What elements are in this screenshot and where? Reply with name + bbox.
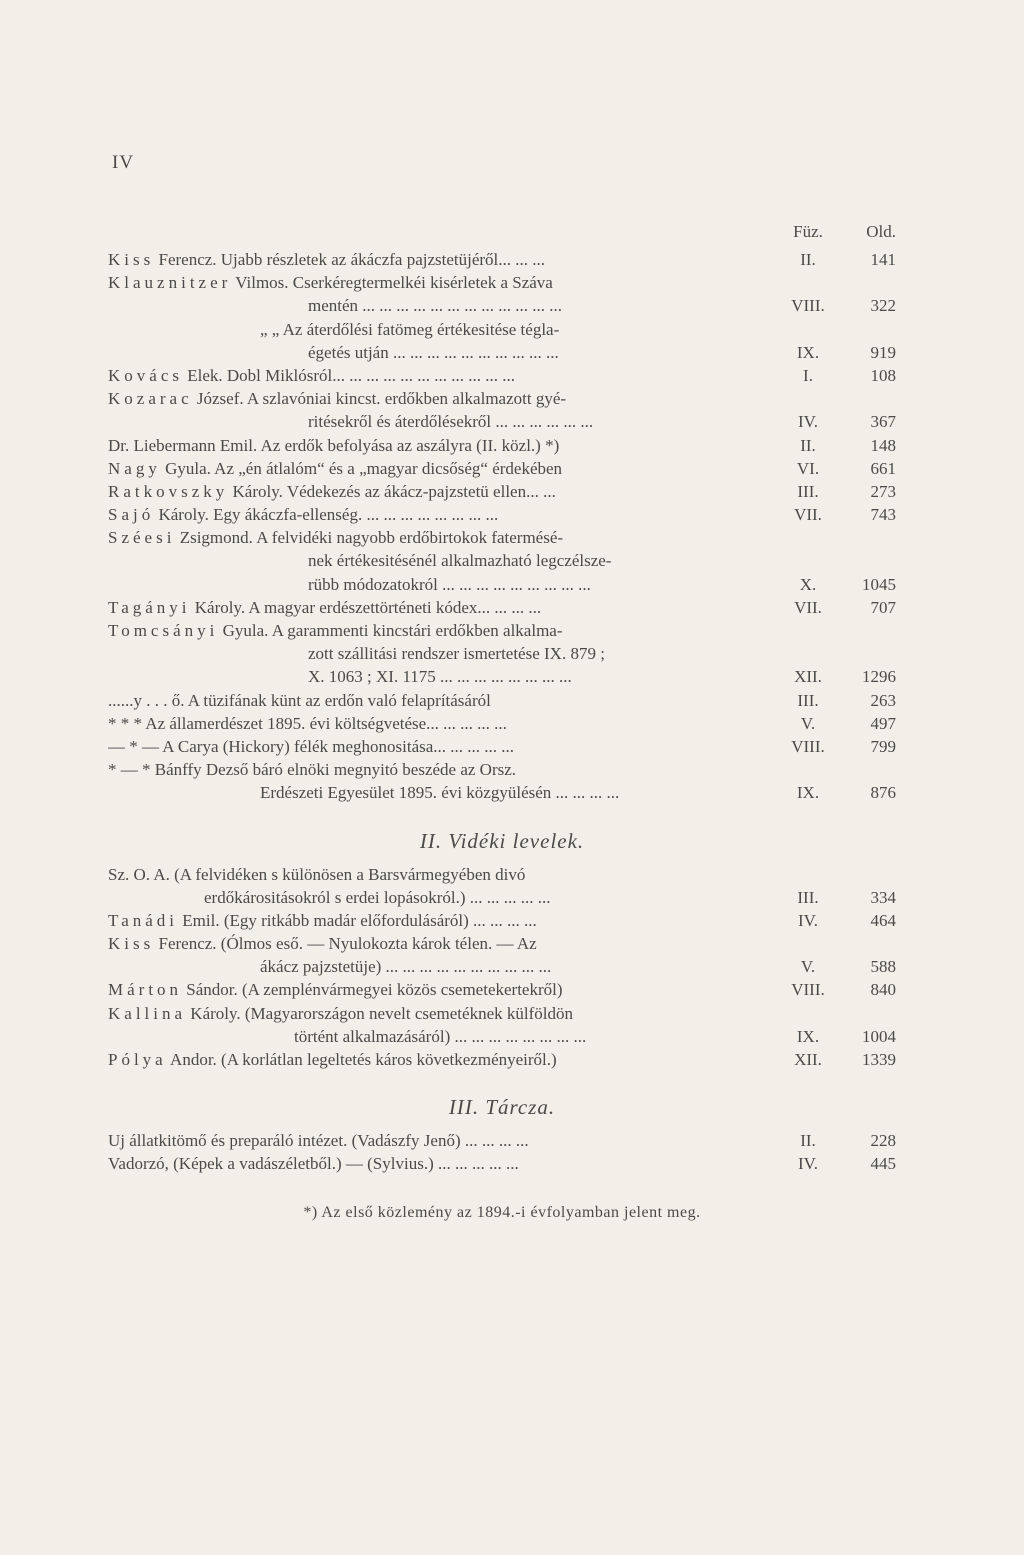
entry-text: Gyula. A garammenti kincstári erdőkben alkalma- <box>218 621 563 640</box>
entry-text: Vadorzó, (Képek a vadászéletből.) — (Sylvius.) ... ... ... ... ... <box>108 1154 519 1174</box>
section-regional-letters <box>108 863 896 1072</box>
entry-text: Károly. A magyar erdészettörténeti kódex... ... ... ... <box>190 597 542 617</box>
column-volume-label: Füz. <box>793 222 823 241</box>
toc-entry <box>108 364 896 387</box>
entry-text: Sándor. (A zemplénvármegyei közös csemetekertekről) <box>182 980 563 1000</box>
entry-volume: III. <box>797 481 819 501</box>
entry-volume: IV. <box>798 412 818 432</box>
author-name: Tanádi <box>108 910 179 930</box>
entry-page: 263 <box>870 690 896 710</box>
entry-volume: IX. <box>796 1026 820 1046</box>
author-name: Széesi <box>108 528 176 548</box>
entry-text: Károly. Egy ákáczfa-ellenség. ... ... ... ... ... ... ... ... <box>154 505 499 525</box>
toc-entry <box>108 1152 896 1175</box>
toc-entry <box>108 642 896 665</box>
toc-entry <box>108 573 896 596</box>
entry-volume: IX. <box>796 342 820 362</box>
entry-text: — * — A Carya (Hickory) félék meghonositása... ... ... ... ... <box>108 736 515 756</box>
entry-text: Andor. (A korlátlan legeltetés káros következményeiről.) <box>166 1050 557 1069</box>
author-name: Pólya <box>108 1050 167 1069</box>
entry-text: * — * Bánffy Dezső báró elnöki megnyitó beszéde az Orsz. <box>108 760 517 780</box>
entry-volume: V. <box>800 957 816 977</box>
entry-page: 141 <box>870 250 896 269</box>
entry-volume: VII. <box>794 505 822 525</box>
toc-entry <box>108 1048 896 1071</box>
toc-entry <box>108 480 896 503</box>
entry-text: Gyula. Az „én átlalóm“ és a „magyar dicsőség“ érdekében <box>160 458 563 478</box>
entry-volume: II. <box>800 1131 816 1151</box>
entry-text: Zsigmond. A felvidéki nagyobb erdőbirtokok fatermésé- <box>175 528 564 548</box>
section-title-feuilleton: III. Tárcza. <box>448 1095 556 1120</box>
entry-volume: V. <box>800 713 816 733</box>
entry-page: 1296 <box>862 667 896 687</box>
entry-page: 334 <box>870 887 896 907</box>
author-name: Kallina <box>108 1003 187 1023</box>
entry-volume: VIII. <box>791 736 825 756</box>
entry-volume: II. <box>800 435 816 455</box>
toc-entry <box>108 1129 896 1152</box>
author-name: Tomcsányi <box>108 621 219 640</box>
entry-text: „ „ Az áterdőlési fatömeg értékesitése tégla- <box>260 319 560 339</box>
toc-entry <box>108 387 896 410</box>
toc-entry <box>108 526 896 549</box>
entry-page: 108 <box>870 365 896 385</box>
entry-page: 273 <box>870 481 896 501</box>
section-feuilleton <box>108 1129 896 1175</box>
toc-entry <box>108 665 896 688</box>
entry-page: 445 <box>870 1154 896 1174</box>
entry-page: 367 <box>870 412 896 432</box>
table-of-contents <box>108 222 896 1222</box>
entry-page: 799 <box>870 736 896 756</box>
entry-page: 876 <box>870 783 896 803</box>
toc-entry <box>108 341 896 364</box>
author-name: Kiss <box>108 934 155 954</box>
section-articles <box>108 248 896 805</box>
entry-text: Elek. Dobl Miklósról... ... ... ... ... ... ... ... ... ... ... <box>182 365 515 385</box>
author-name: Tagányi <box>108 597 191 617</box>
toc-entry <box>108 271 896 294</box>
column-header <box>108 222 896 248</box>
entry-text: Emil. (Egy ritkább madár előfordulásáról) ... ... ... ... <box>178 910 537 930</box>
toc-entry <box>108 1002 896 1025</box>
entry-volume: IX. <box>796 783 820 803</box>
entry-text: Erdészeti Egyesület 1895. évi közgyülésén ... ... ... ... <box>260 783 620 803</box>
entry-text: József. A szlavóniai kincst. erdőkben alkalmazott gyé- <box>192 389 567 409</box>
entry-text: Dr. Liebermann Emil. Az erdők befolyása az aszályra (II. közl.) *) <box>108 435 560 455</box>
entry-text: nek értékesitésénél alkalmazható legczélsze- <box>308 551 612 571</box>
entry-volume: III. <box>797 690 819 710</box>
entry-page: 1339 <box>862 1050 896 1069</box>
toc-entry <box>108 978 896 1001</box>
toc-entry <box>108 735 896 758</box>
toc-entry <box>108 294 896 317</box>
entry-text: Sz. O. A. (A felvidéken s különösen a Barsvármegyében divó <box>108 864 526 884</box>
author-name: Kiss <box>108 250 155 269</box>
entry-page: 919 <box>870 342 896 362</box>
toc-entry <box>108 457 896 480</box>
toc-entry <box>108 909 896 932</box>
entry-text: Károly. (Magyarországon nevelt csemetéknek külföldön <box>186 1003 573 1023</box>
entry-text: mentén ... ... ... ... ... ... ... ... ... ... ... ... <box>308 296 563 316</box>
toc-entry <box>108 410 896 433</box>
entry-text: rübb módozatokról ... ... ... ... ... ... ... ... ... <box>308 574 591 594</box>
entry-page: 1045 <box>862 574 896 594</box>
author-name: Sajó <box>108 505 155 525</box>
author-name: Kozarac <box>108 389 193 409</box>
entry-text: ......y . . . ő. A tüzifának künt az erdőn való felaprításáról <box>108 690 491 710</box>
entry-text: Ferencz. Ujabb részletek az ákáczfa pajzstetüjéről... ... ... <box>154 250 546 269</box>
entry-page: 497 <box>870 713 896 733</box>
entry-text: erdőkárositásokról s erdei lopásokról.) ... ... ... ... ... <box>204 887 551 907</box>
entry-text: égetés utján ... ... ... ... ... ... ... ... ... ... <box>308 342 559 362</box>
author-name: Ratkovszky <box>108 481 229 501</box>
toc-entry <box>108 886 896 909</box>
author-name: Nagy <box>108 458 161 478</box>
toc-entry <box>108 758 896 781</box>
toc-entry <box>108 619 896 642</box>
entry-page: 743 <box>870 505 896 525</box>
toc-entry <box>108 549 896 572</box>
toc-entry <box>108 248 896 271</box>
entry-text: történt alkalmazásáról) ... ... ... ... ... ... ... ... <box>294 1026 587 1046</box>
entry-text: Károly. Védekezés az ákácz-pajzstetü ellen... ... <box>228 481 556 501</box>
entry-page: 322 <box>870 296 896 316</box>
entry-page: 707 <box>870 597 896 617</box>
toc-entry <box>108 689 896 712</box>
entry-text: zott szállitási rendszer ismertetése IX. 879 ; <box>308 644 605 664</box>
entry-text: ákácz pajzstetüje) ... ... ... ... ... ... ... ... ... ... <box>260 957 552 977</box>
author-name: Kovács <box>108 365 183 385</box>
page-number: IV <box>112 152 135 173</box>
toc-entry <box>108 318 896 341</box>
entry-page: 1004 <box>862 1026 896 1046</box>
entry-text: Ferencz. (Ólmos eső. — Nyulokozta károk télen. — Az <box>154 934 537 954</box>
toc-entry <box>108 434 896 457</box>
author-name: Márton <box>108 980 183 1000</box>
toc-entry <box>108 1025 896 1048</box>
entry-page: 661 <box>870 458 896 478</box>
toc-entry <box>108 932 896 955</box>
entry-volume: XII. <box>794 667 822 687</box>
entry-text: X. 1063 ; XI. 1175 ... ... ... ... ... ... ... ... <box>308 667 572 687</box>
author-name: Klauznitzer <box>108 273 232 293</box>
entry-volume: I. <box>803 365 813 385</box>
entry-text: ritésekről és áterdőlésekről ... ... ... ... ... ... <box>308 412 594 432</box>
entry-volume: IV. <box>798 910 818 930</box>
column-page-label: Old. <box>866 222 896 241</box>
entry-volume: III. <box>797 887 819 907</box>
section-title-regional-letters: II. Vidéki levelek. <box>419 828 585 853</box>
entry-text: Vilmos. Cserkéregtermelkéi kisérletek a Száva <box>231 273 553 293</box>
entry-volume: VII. <box>794 597 822 617</box>
entry-page: 148 <box>870 435 896 455</box>
entry-volume: VI. <box>796 458 820 478</box>
entry-volume: XII. <box>794 1050 822 1069</box>
toc-entry <box>108 955 896 978</box>
toc-entry <box>108 863 896 886</box>
entry-page: 228 <box>870 1131 896 1151</box>
entry-text: * * * Az államerdészet 1895. évi költségvetése... ... ... ... ... <box>108 713 507 733</box>
toc-entry <box>108 781 896 804</box>
toc-entry <box>108 503 896 526</box>
entry-volume: II. <box>800 250 816 269</box>
toc-entry <box>108 712 896 735</box>
entry-volume: VIII. <box>791 980 825 1000</box>
entry-text: Uj állatkitömő és preparáló intézet. (Vadászfy Jenő) ... ... ... ... <box>108 1131 529 1151</box>
footnote: *) Az első közlemény az 1894.-i évfolyamban jelent meg. <box>303 1203 701 1221</box>
entry-volume: IV. <box>798 1154 818 1174</box>
entry-volume: VIII. <box>791 296 825 316</box>
toc-entry <box>108 596 896 619</box>
entry-page: 464 <box>870 910 896 930</box>
entry-page: 840 <box>870 980 896 1000</box>
entry-page: 588 <box>870 957 896 977</box>
entry-volume: X. <box>799 574 817 594</box>
